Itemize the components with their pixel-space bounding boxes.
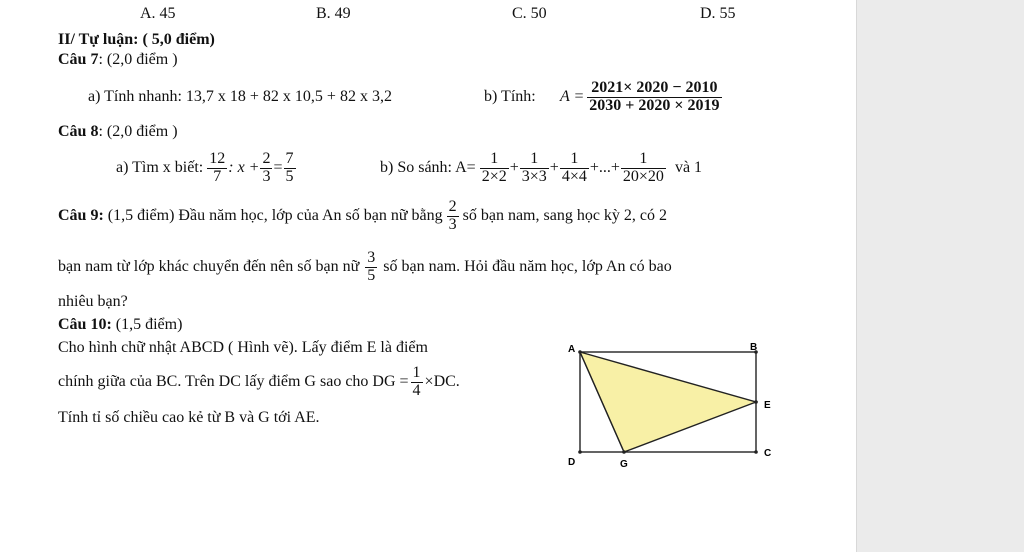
q10-line-3: Tính tỉ số chiều cao kẻ từ B và G tới AE.	[58, 409, 320, 426]
q8-b-plus-1: +	[509, 159, 519, 176]
q7-b-formula	[560, 72, 723, 122]
q8-heading: Câu 8	[58, 123, 99, 140]
q8-b-t4-den: 20×20	[622, 167, 664, 185]
q8-a-f1-den: 7	[213, 167, 222, 185]
q7-b-denominator: 2030 + 2020 × 2019	[589, 96, 720, 114]
point-e	[754, 400, 758, 404]
section-title: II/ Tự luận: ( 5,0 điểm)	[58, 31, 215, 48]
q8-b-t1-num: 1	[480, 151, 509, 169]
q9-text-2: số bạn nam, sang học kỳ 2, có 2	[462, 207, 668, 224]
q10-header	[58, 317, 182, 333]
q8-a-fraction-2	[260, 151, 272, 186]
choice-d: D. 55	[700, 5, 736, 22]
q10-heading: Câu 10:	[58, 316, 112, 333]
label-g: G	[620, 459, 628, 470]
q9-fraction-2	[365, 250, 377, 285]
q7-points: : (2,0 điểm )	[98, 51, 178, 68]
q10-f-den: 4	[412, 381, 421, 399]
q8-a-f2-den: 3	[262, 167, 271, 185]
q8-a-label: a) Tìm x biết:	[116, 159, 204, 176]
point-d	[578, 450, 582, 454]
q9-text-4: số bạn nam. Hỏi đầu năm học, lớp An có bao	[383, 258, 672, 275]
q8-a-eq: =	[273, 159, 283, 176]
q9-f2-num: 3	[367, 248, 376, 266]
triangle-aeg	[580, 352, 756, 452]
label-b: B	[750, 342, 758, 353]
point-g	[622, 450, 626, 454]
q9-text-1: (1,5 điểm) Đầu năm học, lớp của An số bạn nữ bằng	[107, 207, 443, 224]
q10-line-2b: ×DC.	[424, 373, 460, 390]
q7-b-var: A =	[560, 88, 585, 105]
q8-a-f2-num: 2	[262, 149, 271, 167]
q8-points: : (2,0 điểm )	[98, 123, 178, 140]
q8-a-f1-num: 12	[209, 149, 226, 167]
q8-b-t2-num: 1	[520, 151, 549, 169]
q8-b-t3-num: 1	[560, 151, 589, 169]
point-a	[578, 350, 582, 354]
point-c	[754, 450, 758, 454]
label-d: D	[568, 457, 576, 468]
q9-text-3: bạn nam từ lớp khác chuyển đến nên số bạn nữ	[58, 258, 360, 275]
q9-f2-den: 5	[367, 266, 376, 284]
q8-a-f3-num: 7	[285, 149, 294, 167]
q10-line-2	[58, 360, 460, 404]
q8-b-t2-den: 3×3	[521, 167, 547, 185]
q9-line-1	[58, 194, 667, 238]
q8-b-plus-2: +	[549, 159, 559, 176]
q8-a-fraction-3	[284, 151, 296, 186]
q8-b-term-4	[621, 151, 666, 186]
label-e: E	[764, 400, 771, 411]
q8-b-term-2	[520, 151, 549, 186]
q8-b-t3-den: 4×4	[561, 167, 587, 185]
q8-b-dots: +...+	[589, 159, 620, 176]
q7-b-label: b) Tính:	[484, 88, 536, 105]
viewer-side-panel	[856, 0, 1024, 552]
q10-points: (1,5 điểm)	[115, 316, 183, 333]
q8-b-term-1	[480, 151, 509, 186]
q10-fraction	[411, 365, 423, 400]
q8-a-f3-den: 5	[285, 167, 294, 185]
q8-b-t1-den: 2×2	[481, 167, 507, 185]
q8-b	[380, 146, 702, 190]
q10-line-1: Cho hình chữ nhật ABCD ( Hình vẽ). Lấy điểm E là điểm	[58, 339, 428, 356]
q8-b-t4-num: 1	[621, 151, 666, 169]
label-a: A	[568, 344, 576, 355]
q8-b-tail: và 1	[674, 159, 703, 176]
q8-a-op1: : x +	[228, 159, 260, 176]
q9-line-3: nhiêu bạn?	[58, 293, 128, 310]
q9-line-2	[58, 245, 672, 289]
q8-b-term-3	[560, 151, 589, 186]
choice-b: B. 49	[316, 5, 351, 22]
q7-header	[58, 52, 178, 68]
choice-a: A. 45	[140, 5, 176, 22]
q9-fraction-1	[447, 199, 459, 234]
q8-a-fraction-1	[207, 151, 227, 186]
q9-f1-den: 3	[448, 215, 457, 233]
q7-b-numerator: 2021× 2020 − 2010	[587, 80, 721, 98]
q9-f1-num: 2	[448, 197, 457, 215]
q8-a	[116, 146, 297, 190]
q10-line-2a: chính giữa của BC. Trên DC lấy điểm G sao cho DG =	[58, 373, 409, 390]
rectangle-figure	[560, 338, 790, 478]
q8-header	[58, 124, 178, 140]
choice-c: C. 50	[512, 5, 547, 22]
q9-heading: Câu 9:	[58, 207, 104, 224]
label-c: C	[764, 448, 772, 459]
q7-b-fraction	[587, 80, 721, 115]
q7-heading: Câu 7	[58, 51, 99, 68]
q10-f-num: 1	[412, 363, 421, 381]
q7-a: a) Tính nhanh: 13,7 x 18 + 82 x 10,5 + 82 x 3,2	[88, 88, 392, 105]
q8-b-label: b) So sánh: A=	[380, 159, 476, 176]
